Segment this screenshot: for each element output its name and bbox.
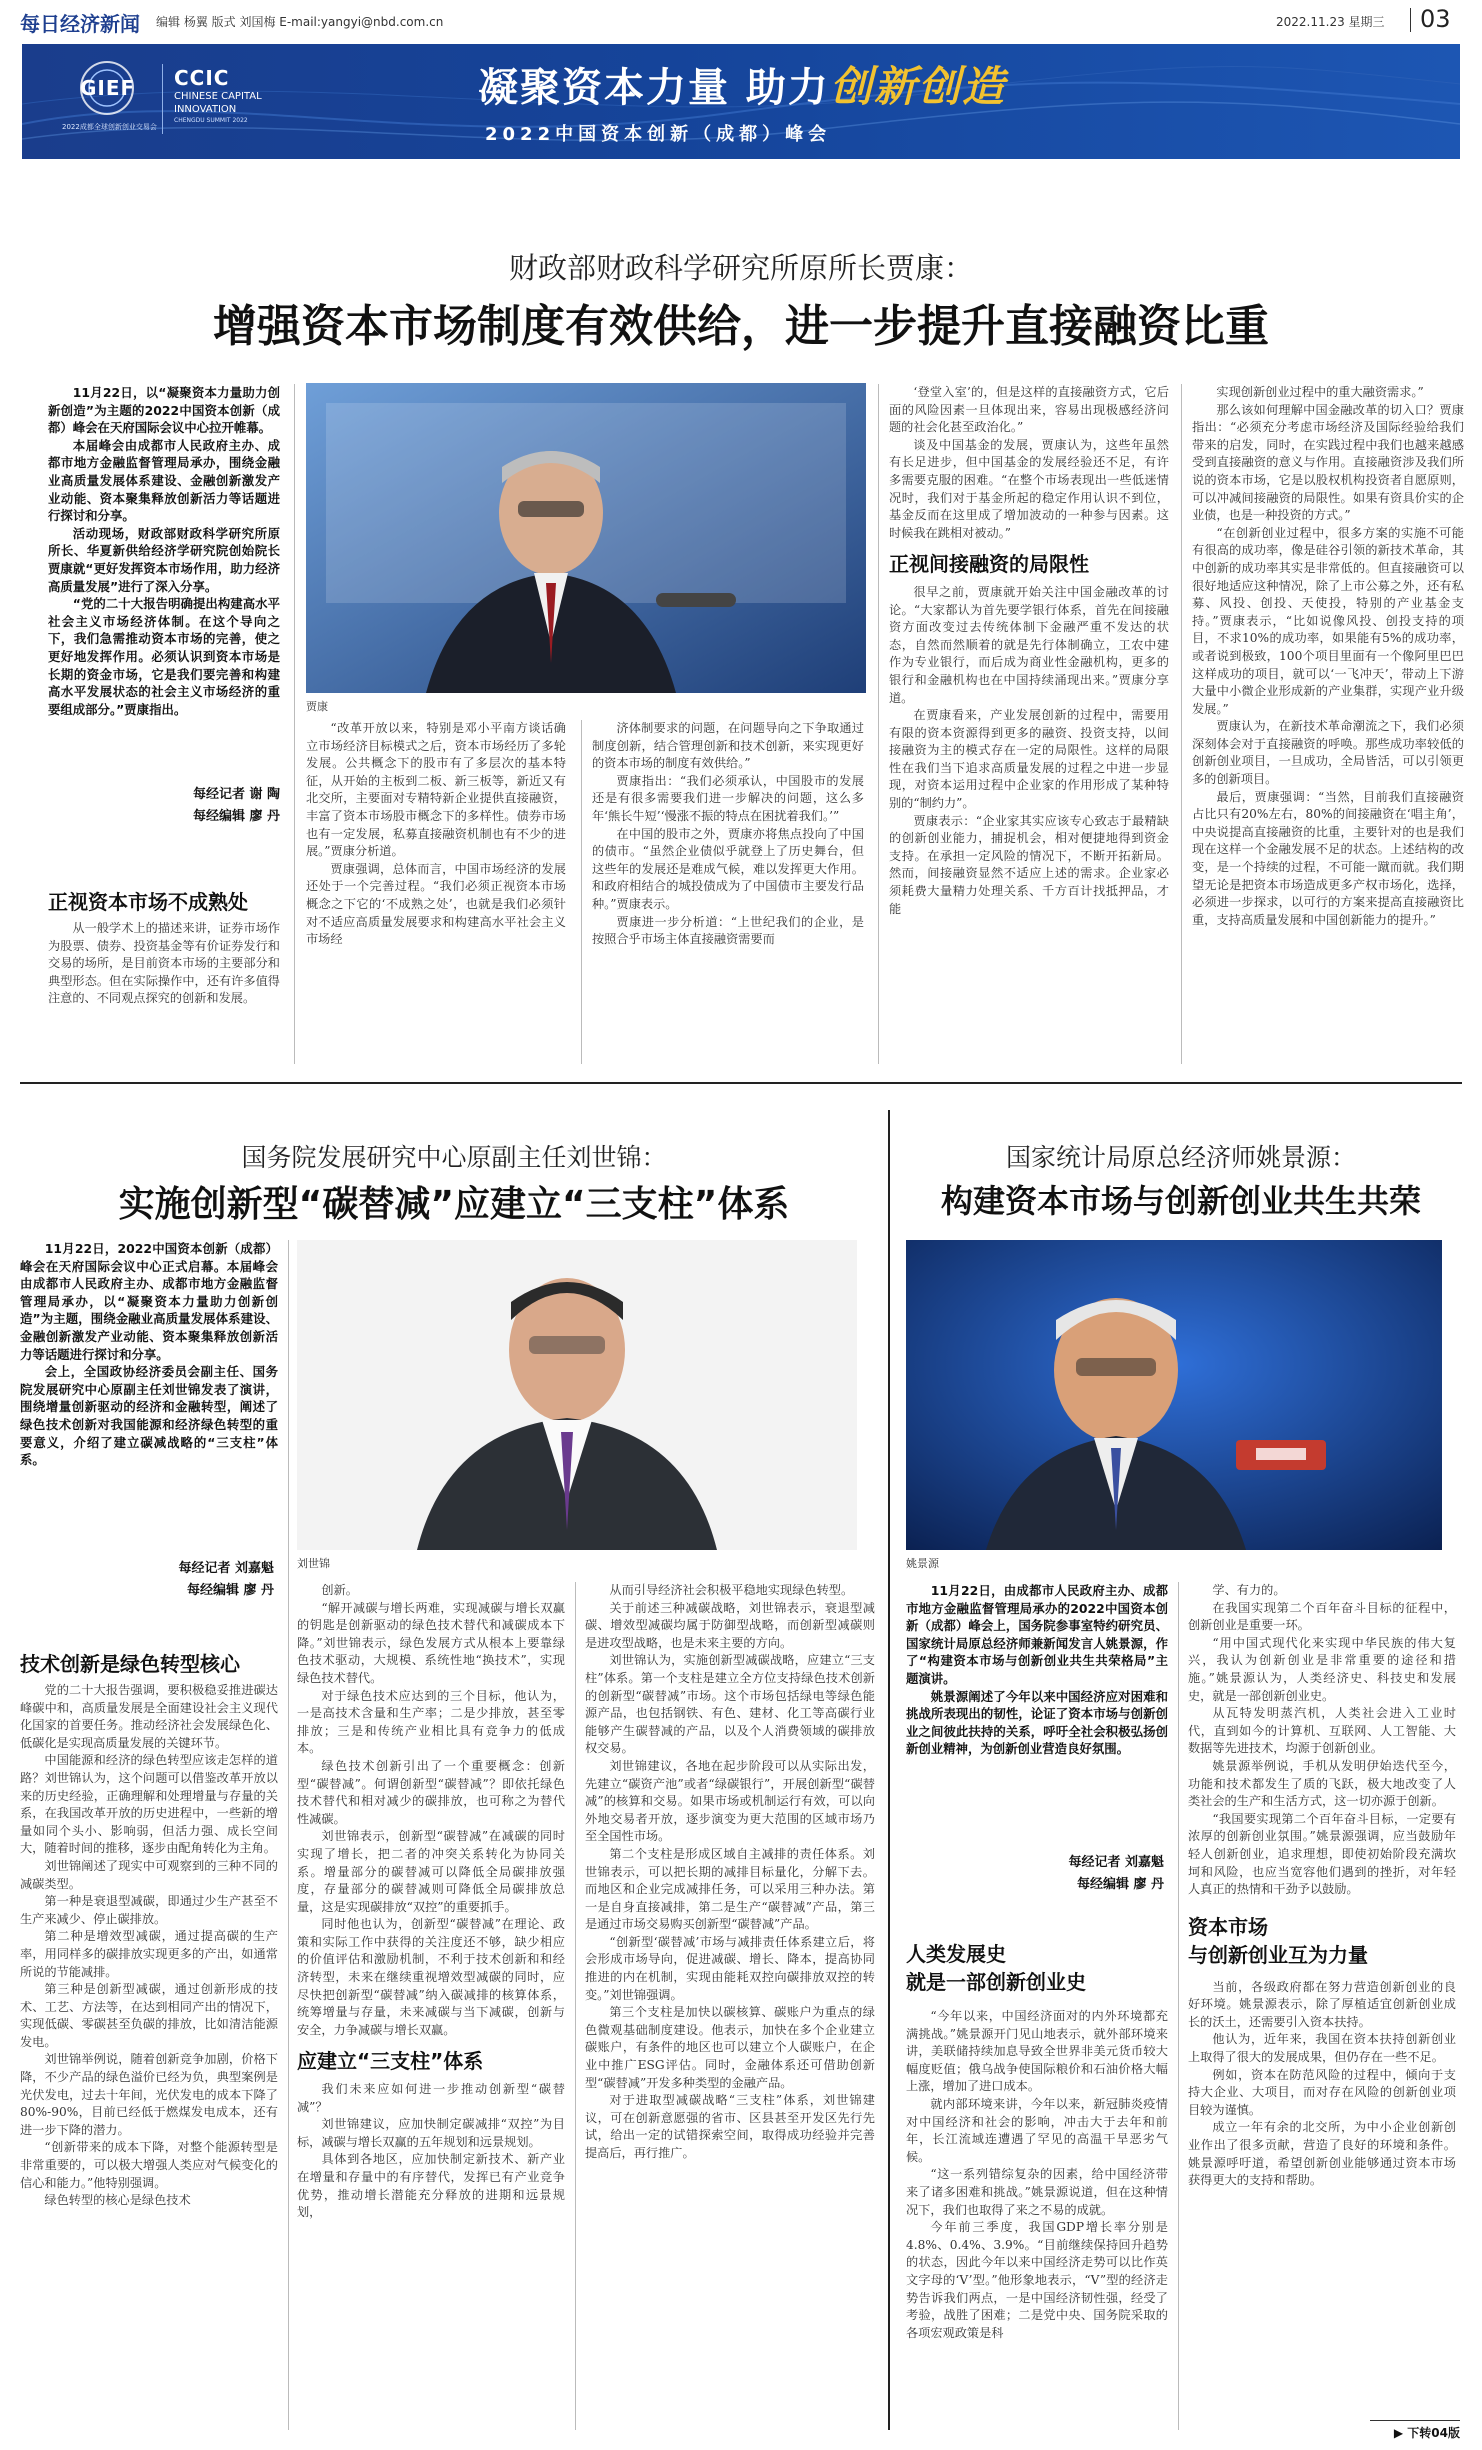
article2-col3-p5: 第二个支柱是形成区域自主减排的责任体系。刘世锦表示，可以把长期的减排目标量化，分解下去。而地区和企业完成减排任务，可以采用三种办法。第一是自身直接减排，第二是生产“碳替减”产品，第三是通过市场交易购买创新型“碳替减”产品。 (585, 1846, 875, 1932)
article2-col1-divider (288, 1240, 289, 2430)
article2-subhead-2: 应建立“三支柱”体系 (297, 2049, 484, 2074)
article3-col2-p4: 从瓦特发明蒸汽机，人类社会进入工业时代，直到如今的计算机、互联网、人工智能、大数据等先进技术，均源于创新创业。 (1188, 1706, 1456, 1756)
article1-editor: 每经编辑 廖 丹 (192, 809, 280, 824)
article-vertical-rule (888, 1110, 890, 2430)
article2-col3-p7: 第三个支柱是加快以碳核算、碳账户为重点的绿色微观基础制度建设。他表示，加快在多个企业建立碳账户，有条件的地区也可以建立个人碳账户，在企业中推广ESG评估。同时，金融体系还可借助创新型“碳替减”开发多种类型的金融产品。 (585, 2005, 875, 2090)
article2-col1-p5: 第二种是增效型减碳，通过提高碳的生产率，用同样多的碳排放实现更多的产出，如通常所说的节能减排。 (20, 1929, 278, 1979)
article2-col1-p7: 刘世锦举例说，随着创新竞争加剧，价格下降，不少产品的绿色溢价已经为负，典型案例是光伏发电，过去十年间，光伏发电的成本下降了80%-90%，目前已经低于燃煤发电成本，还有进一步下降的潜力。 (20, 2052, 278, 2137)
yao-jingyuan-photo-caption: 姚景源 (906, 1557, 939, 1570)
article1-col3-p2: 贾康指出：“我们必须承认，中国股市的发展还是有很多需要我们进一步解决的问题，这么多年‘熊长牛短’‘慢涨不振的特点在困扰着我们。’” (592, 773, 864, 823)
banner-slogan-accent: 创新创造 (829, 62, 1006, 111)
article2-col2-divider (575, 1582, 576, 2430)
article3-subhead-2 (1188, 1913, 1456, 1969)
article3-lead-p2: 姚景源阐述了今年以来中国经济应对困难和挑战所表现出的韧性，论证了资本市场与创新创业之间彼此扶持的关系，呼吁全社会积极弘扬创新创业精神，为创新创业营造良好氛围。 (906, 1688, 1168, 1757)
article3-headline: 构建资本市场与创新创业共生共荣 (940, 1182, 1421, 1220)
article3-col2 (1188, 1582, 1456, 2190)
article3-col2-p2: 在我国实现第二个百年奋斗目标的征程中，创新创业是重要一环。 (1188, 1600, 1456, 1633)
article2-subhead-1: 技术创新是绿色转型核心 (20, 1652, 240, 1676)
article3-subhead-2-line1: 资本市场 (1188, 1914, 1268, 1939)
article2-col2-tail-p1: 我们未来应如何进一步推动创新型“碳替减”？ (297, 2082, 565, 2114)
article1-lead-p1: 11月22日，以“凝聚资本力量助力创新创造”为主题的2022中国资本创新（成都）峰会在天府国际会议中心拉开帷幕。 (48, 385, 280, 436)
article2-lead-p2: 会上，全国政协经济委员会副主任、国务院发展研究中心原副主任刘世锦发表了演讲，围绕增量创新驱动的经济和金融转型，阐述了绿色技术创新对我国能源和经济绿色转型的重要意义，介绍了建立碳减战略的“三支柱”体系。 (20, 1364, 278, 1468)
article1-col3 (592, 720, 864, 949)
ccic-logo-line1: CHINESE CAPITAL (174, 91, 262, 102)
liu-shijin-photo-caption: 刘世锦 (297, 1557, 330, 1570)
article3-col2-p5: 姚景源举例说，手机从发明伊始迭代至今，功能和技术都发生了质的飞跃，极大地改变了人类社会的生产和生活方式，这一切亦源于创新。 (1188, 1758, 1456, 1809)
article2-col3 (585, 1582, 875, 2163)
article3-col1-p3: “这一系列错综复杂的因素，给中国经济带来了诸多困难和挑战。”姚景源说道，但在这种情况下，我们也取得了来之不易的成就。 (906, 2167, 1168, 2217)
article1-col3-p3: 在中国的股市之外，贾康亦将焦点投向了中国的债市。“虽然企业债似乎就登上了历史舞台，但这些年的发展还是难成气候，难以发挥更大作用。和政府相结合的城投债成为了中国债市主要发行品种。”贾康表示。 (592, 826, 864, 911)
article1-col4-p5: 贾康表示：“企业家其实应该专心致志于最精缺的创新创业能力，捕捉机会，相对便捷地得到资金支持。在承担一定风险的情况下，不断开拓新局。然而，间接融资显然不适应上述的需求。企业家必须耗费大量精力处理关系、千方百计找抵押品，才能 (889, 813, 1169, 916)
article1-col4-p1: ‘登堂入室’的，但是这样的直接融资方式，它后面的风险因素一旦体现出来，容易出现极感经济问题的社会化甚至政治化。” (889, 385, 1169, 435)
article1-col1-tail-p: 从一般学术上的描述来讲，证券市场作为股票、债券、投资基金等有价证券发行和交易的场所，是目前资本市场的主要部分和典型形态。但在实际操作中，还有许多值得注意的、不同观点探究的创新和发展。 (48, 921, 280, 1006)
article3-col2-p3: “用中国式现代化来实现中华民族的伟大复兴，我认为创新创业是非常重要的途径和措施。”姚景源认为，人类经济史、科技史和发展史，就是一部创新创业史。 (1188, 1635, 1456, 1703)
article2-col2-p3: 对于绿色技术应达到的三个目标，他认为，一是高技术含量和生产率；二是少排放，甚至零排放；三是和传统产业相比具有竞争力的低成本。 (297, 1688, 565, 1756)
liu-shijin-figure (297, 1240, 857, 1550)
article2-lead (20, 1240, 278, 1469)
article2-col3-p8: 对于进取型减碳战略“三支柱”体系，刘世锦建议，可在创新意愿强的省市、区县甚至开发区先行先试，给出一定的试错探索空间，取得成功经验并完善提高后，再行推广。 (585, 2093, 875, 2160)
article3-col2-tail-p2: 他认为，近年来，我国在资本扶持创新创业上取得了很大的发展成果，但仍存在一些不足。 (1188, 2032, 1456, 2065)
article3-editor: 每经编辑 廖 丹 (1076, 1877, 1164, 1892)
article3-col1-p2: 就内部环境来讲，今年以来，新冠肺炎疫情对中国经济和社会的影响，冲击大于去年和前年，长江流域连遭遇了罕见的高温干旱恶劣气候。 (906, 2096, 1168, 2164)
ccic-logo (174, 66, 262, 125)
article2-col3-p3: 刘世锦认为，实施创新型减碳战略，应建立“三支柱”体系。第一个支柱是建立全方位支持绿色技术创新的创新型“碳替减”市场。这个市场包括绿电等绿色能源产品，也包括钢铁、有色、建材、化工等高碳行业能够产生碳替减的产品，以及个人消费领域的碳排放权交易。 (585, 1653, 875, 1756)
article1-col5-p4: 贾康认为，在新技术革命潮流之下，我们必须深刻体会对于直接融资的呼唤。那些成功率较低的创新创业项目，一旦成功，全局皆活，可以引领更多的创新项目。 (1192, 719, 1464, 787)
article1-col2-p1: “改革开放以来，特别是邓小平南方谈话确立市场经济目标模式之后，资本市场经历了多轮发展。公共概念下的股市有了多层次的基本特征，从开始的主板到二板、新三板等，新近又有北交所，主要面对专精特新企业提供直接融资，丰富了资本市场股市概念下的多样性。债券市场也有一定发展，私募直接融资机制也有不少的进展。”贾康分析道。 (306, 721, 566, 859)
article1-col2-p2: 贾康强调，总体而言，中国市场经济的发展还处于一个完善过程。“我们必须正视资本市场概念之下它的‘不成熟之处’，也就是我们必须针对不适应高质量发展要求和构建高水平社会主义市场经 (306, 861, 566, 947)
article1-col2-divider (581, 720, 582, 1064)
page-divider (1410, 8, 1411, 32)
article2-col1 (20, 1682, 278, 2210)
yao-jingyuan-figure (906, 1240, 1442, 1550)
article1-col-divider (294, 384, 295, 1064)
article3-col1-p1: “今年以来，中国经济面对的内外环境都充满挑战。”姚景源开门见山地表示，就外部环境来讲，美联储持续加息导致全世界非美元货币较大幅度贬值；俄乌战争使国际粮价和石油价格大幅上涨，增加了进口成本。 (906, 2009, 1168, 2094)
article3-subhead-2-line2: 与创新创业互为力量 (1188, 1942, 1368, 1967)
continued-marker (1370, 2420, 1460, 2441)
article1-col1-tail (48, 920, 280, 1008)
article2-editor: 每经编辑 廖 丹 (186, 1583, 274, 1598)
article3-byline (906, 1852, 1164, 1896)
article3-subhead-1-line2: 就是一部创新创业史 (906, 1970, 1086, 1994)
article2-col1-p3: 刘世锦阐述了现实中可观察到的三种不同的减碳类型。 (20, 1858, 278, 1891)
article2-byline (20, 1558, 274, 1602)
article2-col2-tail-p3: 具体到各地区，应加快制定新技术、新产业在增量和存量中的有序替代，发挥已有产业竞争优势，推动增长潜能充分释放的进期和远景规划， (297, 2152, 565, 2220)
article1-col5 (1192, 384, 1464, 929)
paper-header (0, 0, 1482, 40)
article1-col4-p3: 很早之前，贾康就开始关注中国金融改革的讨论。“大家都认为首先要学银行体系，首先在间接融资方面改变过去传统体制下金融严重不发达的状态，自然而然顺着的就是先行体制确立，工农中建作为专业银行，而后成为商业性金融机构，更多的银行和金融机构也在中国持续涌现出来。”贾康分享道。 (889, 584, 1169, 705)
ccic-logo-line2: INNOVATION (174, 104, 237, 115)
article2-col1-p2: 中国能源和经济的绿色转型应该走怎样的道路？刘世锦认为，这个问题可以借鉴改革开放以来的历史经验，正确理解和处理增量与存量的关系，在我国改革开放的历史进程中，一些新的增量如同个头小、影响弱，但活力强、成长空间大，随着时间的推移，逐步由配角转化为主角。 (20, 1753, 278, 1856)
article3-subhead-1-line1: 人类发展史 (906, 1942, 1006, 1966)
article2-col1-p1: 党的二十大报告强调，要积极稳妥推进碳达峰碳中和，高质量发展是全面建设社会主义现代化国家的首要任务。推动经济社会发展绿色化、低碳化是实现高质量发展的关键环节。 (20, 1683, 278, 1750)
article1-reporter: 每经记者 谢 陶 (192, 787, 280, 802)
liu-shijin-photo (297, 1240, 857, 1550)
article2-reporter: 每经记者 刘嘉魁 (178, 1561, 274, 1576)
banner-subtitle: 2022中国资本创新（成都）峰会 (485, 124, 832, 145)
article1-headline: 增强资本市场制度有效供给，进一步提升直接融资比重 (213, 301, 1269, 352)
article1-col4-divider (1181, 384, 1182, 1064)
article1-col2 (306, 720, 566, 949)
article3-lead (906, 1582, 1168, 1758)
continued-arrow-icon: ▶ (1393, 2426, 1408, 2440)
issue-date: 2022.11.23 星期三 (1276, 15, 1385, 29)
article2-col3-p2: 关于前述三种减碳战略，刘世锦表示，衰退型减碳、增效型减碳均属于防御型战略，而创新型减碳则是进攻型战略，也是未来主要的方向。 (585, 1600, 875, 1650)
article1-subhead-1: 正视资本市场不成熟处 (48, 890, 248, 914)
article1-lead (48, 384, 280, 718)
section-rule (20, 1082, 1462, 1084)
article3-col-divider (1178, 1582, 1179, 2430)
article3-col2-p1: 学、有力的。 (1212, 1583, 1286, 1597)
ccic-logo-line3: CHENGDU SUMMIT 2022 (174, 117, 248, 124)
article2-col2 (297, 1582, 565, 2222)
article3-col1-p4: 今年前三季度，我国GDP增长率分别是4.8%、0.4%、3.9%。“目前继续保持回升趋势的状态，因此今年以来中国经济走势可以比作英文字母的‘V’型。”他形象地表示，“V”型的经济走势告诉我们两点，一是中国经济韧性强，经受了考验，战胜了困难；二是党中央、国务院采取的各项宏观政策是科 (906, 2220, 1168, 2340)
article2-col1-p6: 第三种是创新型减碳，通过创新形成的技术、工艺、方法等，在达到相同产出的情况下，实现低碳、零碳甚至负碳的排放，比如清洁能源发电。 (20, 1982, 278, 2049)
article2-col2-p4: 绿色技术创新引出了一个重要概念：创新型“碳替减”。何谓创新型“碳替减”？即依托绿色技术替代和相对减少的碳排放，也可称之为替代性减碳。 (297, 1758, 565, 1826)
article1-subhead-2: 正视间接融资的局限性 (889, 552, 1089, 577)
article1-col5-p3: “在创新创业过程中，很多方案的实施不可能有很高的成功率，像是硅谷引领的新技术革命，其中创新的成功率其实是非常低的。但直接融资可以很好地适应这种情况，除了上市公募之外，还有私募、风投、创投、天使投，特别的产业基金支持。”贾康表示，“比如说像风投、创投支持的项目，不求10%的成功率，如果能有5%的成功率，或者说到极致，100个项目里面有一个像阿里巴巴这样成功的项目，就可以‘一飞冲天’，带动上下游大量中小微企业形成新的产业集群，实现产业升级发展。” (1192, 525, 1464, 716)
article2-col3-p1: 从而引导经济社会积极平稳地实现绿色转型。 (609, 1583, 854, 1597)
summit-banner (22, 44, 1460, 159)
banner-logo-divider (162, 64, 163, 134)
article1-lead-p3: 活动现场，财政部财政科学研究所原所长、华夏新供给经济学研究院创始院长贾康就“更好发挥资本市场作用，助力经济高质量发展”进行了深入分享。 (48, 525, 280, 594)
article2-col1-p4: 第一种是衰退型减碳，即通过少生产甚至不生产来减少、停止碳排放。 (20, 1894, 278, 1926)
gief-logo-text: GIEF (80, 76, 136, 100)
paper-name: 每日经济新闻 (20, 12, 140, 36)
article3-col2-tail-p1: 当前，各级政府都在努力营造创新创业的良好环境。姚景源表示，除了厚植适宜创新创业成长的沃土，还需要引入资本扶持。 (1188, 1979, 1456, 2029)
article3-col2-tail-p4: 成立一年有余的北交所，为中小企业创新创业作出了很多贡献，营造了良好的环境和条件。姚景源呼吁道，希望创新创业能够通过资本市场获得更大的支持和帮助。 (1188, 2120, 1456, 2188)
article2-col1-p8: “创新带来的成本下降，对整个能源转型是非常重要的，可以极大增强人类应对气候变化的信心和能力。”他特别强调。 (20, 2140, 278, 2190)
jia-kang-figure (306, 383, 866, 693)
article2-kicker: 国务院发展研究中心原副主任刘世锦： (241, 1143, 667, 1172)
gief-logo (62, 58, 157, 144)
article1-col4 (889, 384, 1169, 918)
article1-byline (48, 784, 280, 828)
article2-col2-tail-p2: 刘世锦建议，应加快制定碳减排“双控”为目标，减碳与增长双赢的五年规划和远景规划。 (297, 2117, 565, 2149)
article1-col4-p2: 谈及中国基金的发展，贾康认为，这些年虽然有长足进步，但中国基金的发展经验还不足，有许多需要克服的困难。“在整个市场表现出一些低迷情况时，我们对于基金所起的稳定作用认识不到位，基金反而在这里成了增加波动的一种参与因素。这时候我在跳相对被动。” (889, 437, 1169, 540)
article1-col5-p1: 实现创新创业过程中的重大融资需求。” (1216, 385, 1424, 399)
jia-kang-photo-caption: 贾康 (306, 700, 328, 713)
article2-col2-p5: 刘世锦表示，创新型“碳替减”在减碳的同时实现了增长，把二者的冲突关系转化为协同关系。增量部分的碳替减可以降低全局碳排放强度，存量部分的碳替减则可降低全局碳排放总量，这是实现碳排放“双控”的重要抓手。 (297, 1829, 565, 1914)
banner-slogan-main: 凝聚资本力量 助力 (478, 64, 830, 111)
article2-col2-p6: 同时他也认为，创新型“碳替减”在理论、政策和实际工作中获得的关注度还不够，缺少相应的价值评估和激励机制，不利于技术创新和和经济转型，未来在继续重视增效型减碳的同时，应尽快把创新型“碳替减”纳入碳减排的核算体系，统筹增量与存量，未来减碳与当下减碳，创新与安全，力争减碳与增长双赢。 (297, 1917, 565, 2037)
article1-col3-p4: 贾康进一步分析道：“上世纪我们的企业，是按照合乎市场主体直接融资需要而 (592, 914, 864, 947)
article1-col3-divider (878, 384, 879, 1064)
article2-headline: 实施创新型“碳替减”应建立“三支柱”体系 (118, 1184, 790, 1225)
editor-info: 编辑 杨翼 版式 刘国梅 E-mail:yangyi@nbd.com.cn (156, 15, 444, 29)
article2-col3-p6: “创新型‘碳替减’市场与减排责任体系建立后，将会形成市场导向，促进减碳、增长、降本，提高协同推进的内在机制，实现由能耗双控向碳排放双控的转变。”刘世锦强调。 (585, 1934, 875, 2002)
article3-subhead-1 (906, 1940, 1086, 1996)
article1-col4-p4: 在贾康看来，产业发展创新的过程中，需要用有限的资本资源得到更多的融资、投资支持，以间接融资为主的模式存在一定的局限性。这样的局限性在我们当下追求高质量发展的过程之中进一步显现，对资本运用过程中企业家的作用形成了某种特别的“制约力”。 (889, 708, 1169, 811)
article3-reporter: 每经记者 刘嘉魁 (1068, 1855, 1164, 1870)
banner-slogan (478, 54, 1006, 114)
article2-col2-p1: 创新。 (321, 1583, 358, 1597)
article3-kicker: 国家统计局原总经济师姚景源： (1005, 1143, 1356, 1172)
gief-logo-subtext: 2022成都全球创新创业交易会 (62, 123, 157, 131)
article1-lead-p2: 本届峰会由成都市人民政府主办、成都市地方金融监督管理局承办，围绕金融业高质量发展体系建设、金融创新激发产业动能、资本聚集释放创新活力等话题进行探讨和分享。 (48, 437, 280, 524)
article1-col5-p2: 那么该如何理解中国金融改革的切入口？贾康指出：“必须充分考虑市场经济及国际经验给我们带来的启发，同时，在实践过程中我们也越来越感受到直接融资的意义与作用。直接融资涉及我们所说的资本市场，它是以股权机构投资者自愿原则，可以冲减间接融资的局限性。如果有资具价实的企业债，也是一种投资的方式。” (1192, 402, 1464, 523)
article2-lead-p1: 11月22日，2022中国资本创新（成都）峰会在天府国际会议中心正式启幕。本届峰会由成都市人民政府主办、成都市地方金融监督管理局承办，以“凝聚资本力量助力创新创造”为主题，围绕金融业高质量发展体系建设、金融创新激发产业动能、资本聚集释放创新活力等话题进行探讨和分享。 (20, 1241, 278, 1362)
article1-col5-p5: 最后，贾康强调：“当然，目前我们直接融资占比只有20%左右，80%的间接融资在‘唱主角’，中央说提高直接融资的比重，主要针对的也是我们现在这样一个金融发展不足的状态。上述结构的改变，是一个持续的过程，不可能一蹴而就。我们期望无论是把资本市场造成更多产权市场化，选择，必须进一步探求，以可行的方案来提高直接融资比重，支持高质量发展和中国创新能力的提升。” (1192, 789, 1464, 927)
article1-lead-p4: “党的二十大报告明确提出构建高水平社会主义市场经济体制。在这个导向之下，我们急需推动资本市场的完善，使之更好地发挥作用。必须认识到资本市场是长期的资金市场，它是我们要完善和构建高水平发展状态的社会主义市场经济的重要组成部分。”贾康指出。 (48, 596, 280, 717)
article3-lead-p1: 11月22日，由成都市人民政府主办、成都市地方金融监督管理局承办的2022中国资本创新（成都）峰会上，国务院参事室特约研究员、国家统计局原总经济师兼新闻发言人姚景源，作了“构建资本市场与创新创业共生共荣格局”主题演讲。 (906, 1583, 1168, 1686)
ccic-logo-title: CCIC (174, 66, 230, 90)
jia-kang-photo (306, 383, 866, 693)
article2-col3-p4: 刘世锦建议，各地在起步阶段可以从实际出发，先建立“碳资产池”或者“绿碳银行”，开展创新型“碳替减”的核算和交易。如果市场或机制运行有效，可以向外地交易者开放，逐步演变为更大范围的区域市场乃至全国性市场。 (585, 1758, 875, 1844)
article1-kicker: 财政部财政科学研究所原所长贾康： (508, 251, 973, 285)
article1-col3-p1: 济体制要求的问题，在问题导向之下争取通过制度创新，结合管理创新和技术创新，来实现更好的资本市场的制度有效供给。” (592, 721, 864, 771)
article2-col2-p2: “解开减碳与增长两难，实现减碳与增长双赢的钥匙是创新驱动的绿色技术替代和减碳成本下降。”刘世锦表示，绿色发展方式从根本上要靠绿色技术驱动，大规模、系统性地“换技术”，实现绿色技术替代。 (297, 1600, 565, 1685)
article2-col1-p9: 绿色转型的核心是绿色技术 (44, 2193, 191, 2208)
yao-jingyuan-photo (906, 1240, 1442, 1550)
page-number: 03 (1420, 5, 1451, 33)
article3-col2-tail-p3: 例如，资本在防范风险的过程中，倾向于支持大企业、大项目，而对存在风险的创新创业项目较为谨慎。 (1188, 2067, 1456, 2117)
continued-text: 下转04版 (1407, 2426, 1460, 2440)
article3-col1 (906, 2008, 1168, 2342)
article3-col2-p6: “我国要实现第二个百年奋斗目标，一定要有浓厚的创新创业氛围。”姚景源强调，应当鼓励年轻人创新创业，追求理想，即使初始阶段充满坎坷和风险，也应当宽容他们遇到的挫折，对年轻人真正的热情和干劲予以鼓励。 (1188, 1811, 1456, 1897)
